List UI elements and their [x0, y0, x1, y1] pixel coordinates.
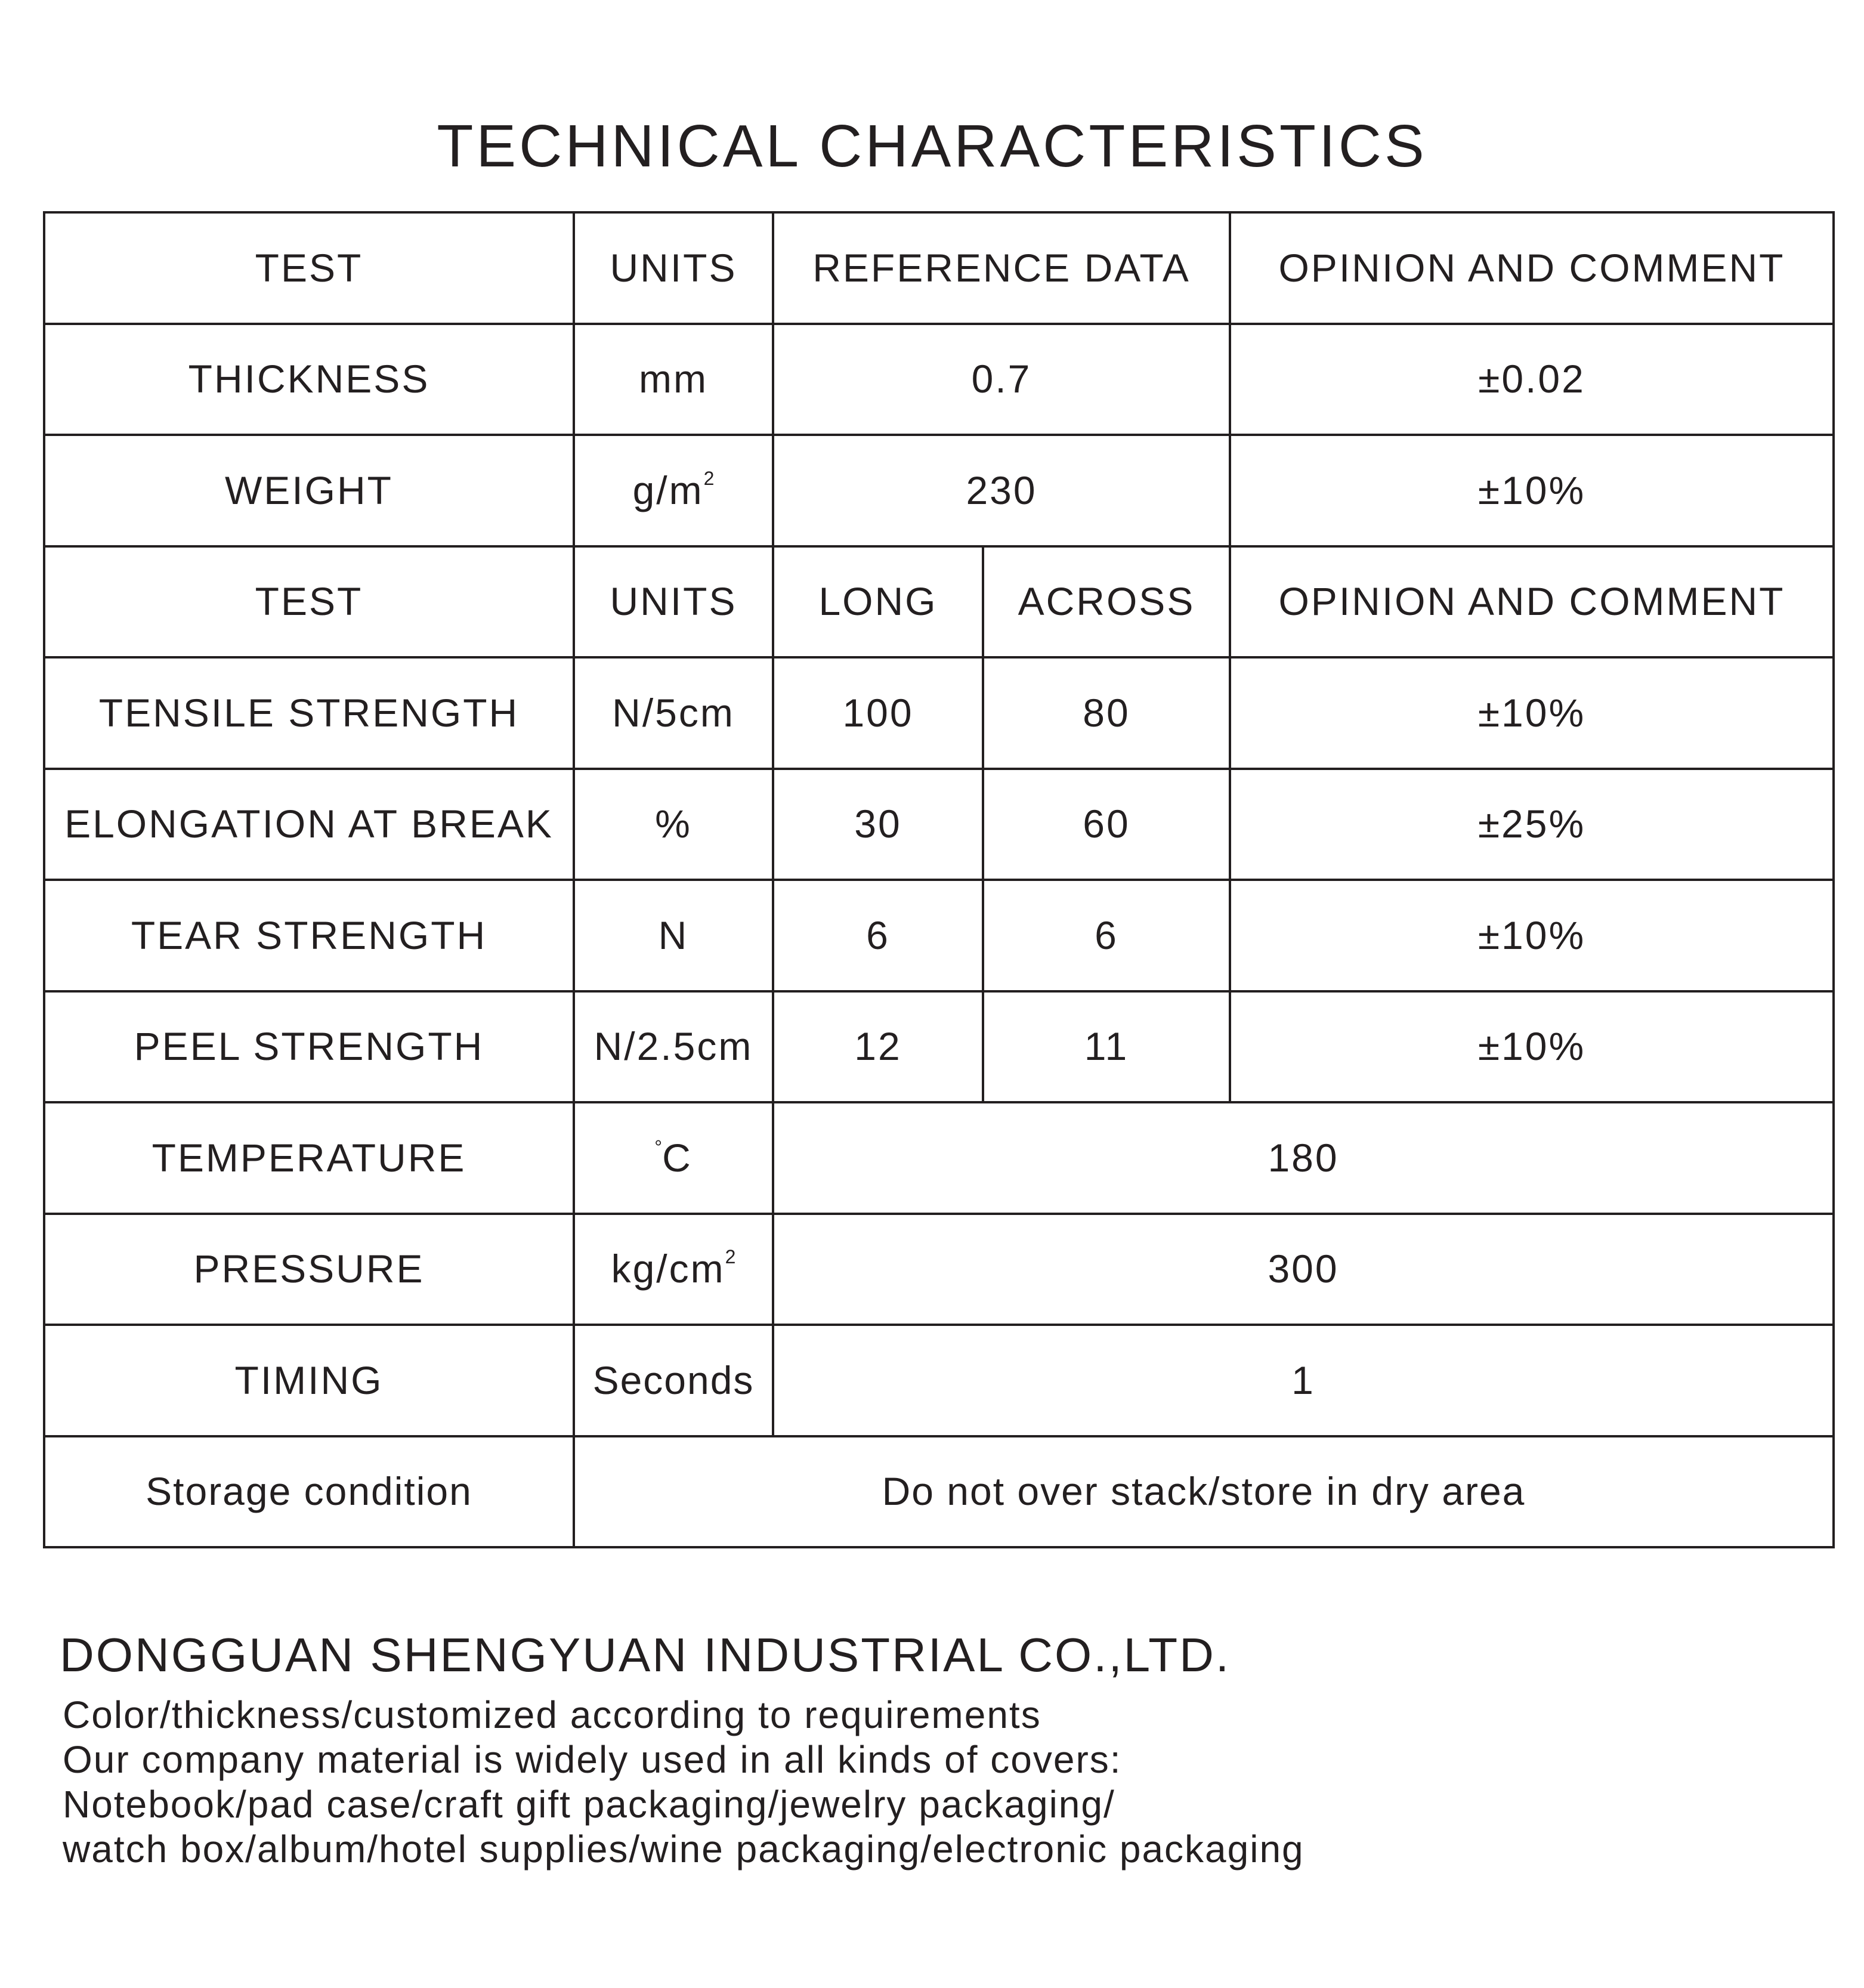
comment-cell: ±10% [1230, 657, 1834, 769]
long-value: 30 [773, 769, 983, 880]
product-notes [63, 1693, 1305, 1872]
test-name: TENSILE STRENGTH [44, 657, 574, 769]
units-cell: % [574, 769, 773, 880]
reference-value: 180 [773, 1102, 1834, 1214]
reference-value: 0.7 [773, 324, 1230, 435]
long-value: 12 [773, 991, 983, 1103]
table-row-tensile-strength [44, 657, 1834, 769]
test-name: TEAR STRENGTH [44, 880, 574, 991]
units-cell: N/2.5cm [574, 991, 773, 1103]
comment-cell: ±10% [1230, 435, 1834, 546]
long-value: 100 [773, 657, 983, 769]
table-row-storage [44, 1436, 1834, 1548]
units-superscript: 2 [725, 1246, 736, 1268]
comment-cell: ±0.02 [1230, 324, 1834, 435]
table-row-timing [44, 1325, 1834, 1436]
test-name: PRESSURE [44, 1214, 574, 1325]
note-line: Color/thickness/customized according to requirements [63, 1693, 1041, 1736]
table-row-temperature [44, 1102, 1834, 1214]
across-value: 80 [983, 657, 1230, 769]
table-row-weight [44, 435, 1834, 546]
units-superscript: 2 [703, 467, 715, 489]
test-name: PEEL STRENGTH [44, 991, 574, 1103]
units-cell: N [574, 880, 773, 991]
across-value: 60 [983, 769, 1230, 880]
header-opinion: OPINION AND COMMENT [1230, 212, 1834, 324]
technical-characteristics-table [43, 211, 1835, 1548]
degree-sign: ° [654, 1136, 663, 1158]
test-name: ELONGATION AT BREAK [44, 769, 574, 880]
table-row-pressure [44, 1214, 1834, 1325]
header-units: UNITS [574, 546, 773, 658]
table-row-tear-strength [44, 880, 1834, 991]
units-cell [574, 1102, 773, 1214]
table-header-row [44, 212, 1834, 324]
units-cell: mm [574, 324, 773, 435]
table-row-peel-strength [44, 991, 1834, 1103]
units-base: kg/cm [611, 1247, 725, 1291]
test-name: TEMPERATURE [44, 1102, 574, 1214]
units-cell: Seconds [574, 1325, 773, 1436]
across-value: 11 [983, 991, 1230, 1103]
table-row-elongation [44, 769, 1834, 880]
units-cell [574, 1214, 773, 1325]
header-opinion: OPINION AND COMMENT [1230, 546, 1834, 658]
header-across: ACROSS [983, 546, 1230, 658]
note-line: Notebook/pad case/craft gift packaging/jewelry packaging/ [63, 1783, 1115, 1826]
across-value: 6 [983, 880, 1230, 991]
reference-value: 1 [773, 1325, 1834, 1436]
header-reference-data: REFERENCE DATA [773, 212, 1230, 324]
test-name: TIMING [44, 1325, 574, 1436]
reference-value: 300 [773, 1214, 1834, 1325]
reference-value: 230 [773, 435, 1230, 546]
units-base: g/m [632, 468, 704, 512]
comment-cell: ±10% [1230, 991, 1834, 1103]
storage-value: Do not over stack/store in dry area [574, 1436, 1834, 1548]
note-line: Our company material is widely used in all kinds of covers: [63, 1738, 1122, 1781]
long-value: 6 [773, 880, 983, 991]
header-long: LONG [773, 546, 983, 658]
company-name: DONGGUAN SHENGYUAN INDUSTRIAL CO.,LTD. [60, 1628, 1231, 1681]
test-name: THICKNESS [44, 324, 574, 435]
header-test: TEST [44, 212, 574, 324]
units-cell [574, 435, 773, 546]
header-units: UNITS [574, 212, 773, 324]
comment-cell: ±10% [1230, 880, 1834, 991]
storage-label: Storage condition [44, 1436, 574, 1548]
units-base: C [662, 1135, 693, 1180]
table-row-thickness [44, 324, 1834, 435]
test-name: WEIGHT [44, 435, 574, 546]
page-title: TECHNICAL CHARACTERISTICS [437, 113, 1427, 180]
header-test: TEST [44, 546, 574, 658]
units-cell: N/5cm [574, 657, 773, 769]
note-line: watch box/album/hotel supplies/wine packaging/electronic packaging [63, 1828, 1305, 1870]
table-subheader-row [44, 546, 1834, 658]
comment-cell: ±25% [1230, 769, 1834, 880]
